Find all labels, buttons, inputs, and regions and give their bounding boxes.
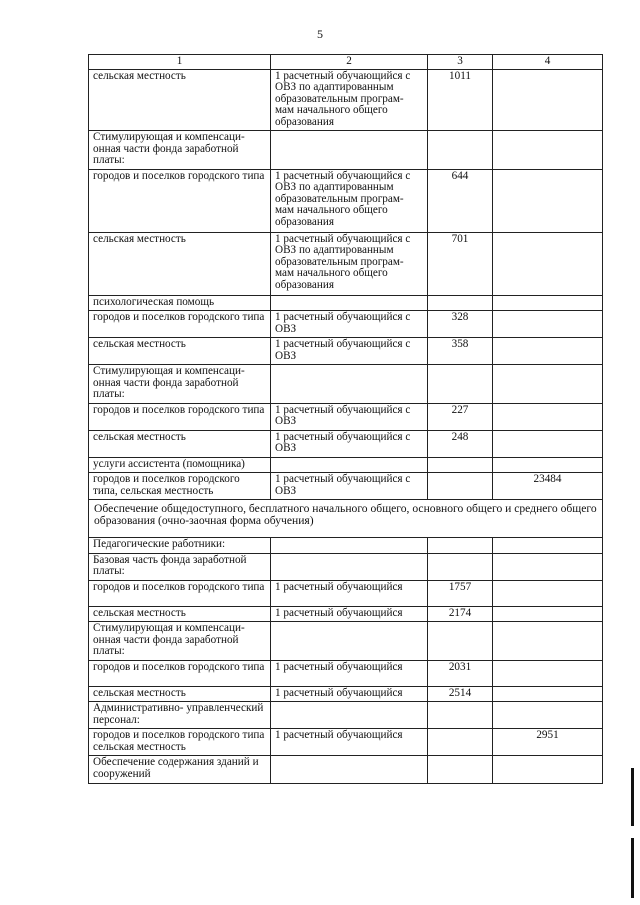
table-row <box>89 553 603 580</box>
table-row <box>89 311 603 338</box>
amount-total-cell <box>493 169 603 232</box>
category-cell: сельская местность <box>89 338 271 365</box>
column-number-row <box>89 55 603 70</box>
category-cell: Административно- управленческий персонал: <box>89 702 271 729</box>
table-row <box>89 756 603 784</box>
table-row <box>89 365 603 404</box>
category-cell: Педагогические работники: <box>89 538 271 554</box>
amount-total-cell <box>493 403 603 430</box>
amount-cell: 248 <box>428 430 493 457</box>
amount-cell <box>428 295 493 311</box>
unit-cell <box>271 538 428 554</box>
amount-total-cell <box>493 660 603 686</box>
category-cell: городов и поселков городского типа сельская местность <box>89 729 271 756</box>
unit-cell: 1 расчетный обучающийся с ОВЗ <box>271 430 428 457</box>
scan-edge-mark <box>631 768 634 826</box>
amount-cell <box>428 702 493 729</box>
unit-cell <box>271 702 428 729</box>
unit-cell <box>271 365 428 404</box>
table-row <box>89 660 603 686</box>
unit-cell <box>271 131 428 170</box>
table-row <box>89 131 603 170</box>
unit-cell: 1 расчетный обучающийся с ОВЗ по адаптированным образовательным програм- мам начального общего образования <box>271 232 428 295</box>
unit-cell: 1 расчетный обучающийся <box>271 606 428 622</box>
unit-cell <box>271 457 428 473</box>
unit-cell: 1 расчетный обучающийся с ОВЗ <box>271 473 428 500</box>
amount-total-cell <box>493 365 603 404</box>
table-row <box>89 232 603 295</box>
unit-cell: 1 расчетный обучающийся с ОВЗ по адаптированным образовательным програм- мам начального общего образования <box>271 169 428 232</box>
amount-total-cell <box>493 622 603 661</box>
amount-total-cell <box>493 131 603 170</box>
category-cell: Базовая часть фонда заработной платы: <box>89 553 271 580</box>
category-cell: городов и поселков городского типа <box>89 580 271 606</box>
table-row <box>89 622 603 661</box>
category-cell: городов и поселков городского типа <box>89 660 271 686</box>
section-heading-cell: Обеспечение общедоступного, бесплатного начального общего, основного общего и среднего общего образования (очно-заочная форма обучения) <box>89 500 603 538</box>
table-row <box>89 500 603 538</box>
category-cell: сельская местность <box>89 686 271 702</box>
amount-cell: 358 <box>428 338 493 365</box>
category-cell: Стимулирующая и компенсаци- онная части фонда заработной платы: <box>89 622 271 661</box>
amount-total-cell <box>493 295 603 311</box>
category-cell: сельская местность <box>89 430 271 457</box>
unit-cell: 1 расчетный обучающийся <box>271 660 428 686</box>
amount-cell <box>428 131 493 170</box>
amount-cell <box>428 553 493 580</box>
unit-cell: 1 расчетный обучающийся с ОВЗ <box>271 338 428 365</box>
amount-cell: 2514 <box>428 686 493 702</box>
category-cell: психологическая помощь <box>89 295 271 311</box>
table-row <box>89 686 603 702</box>
table-row <box>89 729 603 756</box>
amount-total-cell <box>493 430 603 457</box>
unit-cell: 1 расчетный обучающийся <box>271 580 428 606</box>
unit-cell: 1 расчетный обучающийся <box>271 686 428 702</box>
table-row <box>89 295 603 311</box>
column-number-1: 1 <box>89 55 271 70</box>
amount-cell <box>428 457 493 473</box>
amount-cell: 1011 <box>428 69 493 131</box>
unit-cell: 1 расчетный обучающийся <box>271 729 428 756</box>
category-cell: сельская местность <box>89 606 271 622</box>
category-cell: сельская местность <box>89 232 271 295</box>
column-number-4: 4 <box>493 55 603 70</box>
amount-cell <box>428 622 493 661</box>
amount-total-cell <box>493 232 603 295</box>
amount-total-cell <box>493 606 603 622</box>
unit-cell: 1 расчетный обучающийся с ОВЗ <box>271 311 428 338</box>
amount-cell <box>428 473 493 500</box>
unit-cell: 1 расчетный обучающийся с ОВЗ <box>271 403 428 430</box>
table-body <box>89 55 603 784</box>
unit-cell <box>271 553 428 580</box>
table-row <box>89 430 603 457</box>
category-cell: городов и поселков городского типа <box>89 403 271 430</box>
table-row <box>89 473 603 500</box>
amount-cell <box>428 365 493 404</box>
amount-total-cell <box>493 538 603 554</box>
amount-total-cell: 23484 <box>493 473 603 500</box>
table-row <box>89 338 603 365</box>
amount-total-cell <box>493 580 603 606</box>
table-row <box>89 403 603 430</box>
table-row <box>89 580 603 606</box>
amount-total-cell <box>493 553 603 580</box>
category-cell: Обеспечение содержания зданий и сооружений <box>89 756 271 784</box>
category-cell: городов и поселков городского типа <box>89 169 271 232</box>
table-row <box>89 169 603 232</box>
amount-total-cell <box>493 686 603 702</box>
page-number: 5 <box>317 27 323 41</box>
amount-total-cell <box>493 69 603 131</box>
amount-cell: 644 <box>428 169 493 232</box>
amount-cell: 701 <box>428 232 493 295</box>
column-number-2: 2 <box>271 55 428 70</box>
amount-total-cell: 2951 <box>493 729 603 756</box>
category-cell: городов и поселков городского типа <box>89 311 271 338</box>
category-cell: услуги ассистента (помощника) <box>89 457 271 473</box>
amount-cell: 2031 <box>428 660 493 686</box>
unit-cell <box>271 295 428 311</box>
amount-cell: 2174 <box>428 606 493 622</box>
amount-cell <box>428 729 493 756</box>
category-cell: Стимулирующая и компенсаци- онная части фонда заработной платы: <box>89 365 271 404</box>
category-cell: Стимулирующая и компенсаци- онная части фонда заработной платы: <box>89 131 271 170</box>
unit-cell <box>271 756 428 784</box>
amount-cell: 328 <box>428 311 493 338</box>
unit-cell <box>271 622 428 661</box>
amount-cell <box>428 538 493 554</box>
scan-edge-mark <box>631 838 634 898</box>
table-row <box>89 69 603 131</box>
table-row <box>89 538 603 554</box>
amount-total-cell <box>493 338 603 365</box>
amount-cell: 227 <box>428 403 493 430</box>
amount-total-cell <box>493 756 603 784</box>
amount-cell: 1757 <box>428 580 493 606</box>
amount-cell <box>428 756 493 784</box>
category-cell: городов и поселков городского типа, сельская местность <box>89 473 271 500</box>
category-cell: сельская местность <box>89 69 271 131</box>
amount-total-cell <box>493 702 603 729</box>
table-row <box>89 457 603 473</box>
amount-total-cell <box>493 457 603 473</box>
normative-table <box>88 54 603 784</box>
amount-total-cell <box>493 311 603 338</box>
table-row <box>89 606 603 622</box>
unit-cell: 1 расчетный обучающийся с ОВЗ по адаптированным образовательным програм- мам начального общего образования <box>271 69 428 131</box>
column-number-3: 3 <box>428 55 493 70</box>
table-row <box>89 702 603 729</box>
